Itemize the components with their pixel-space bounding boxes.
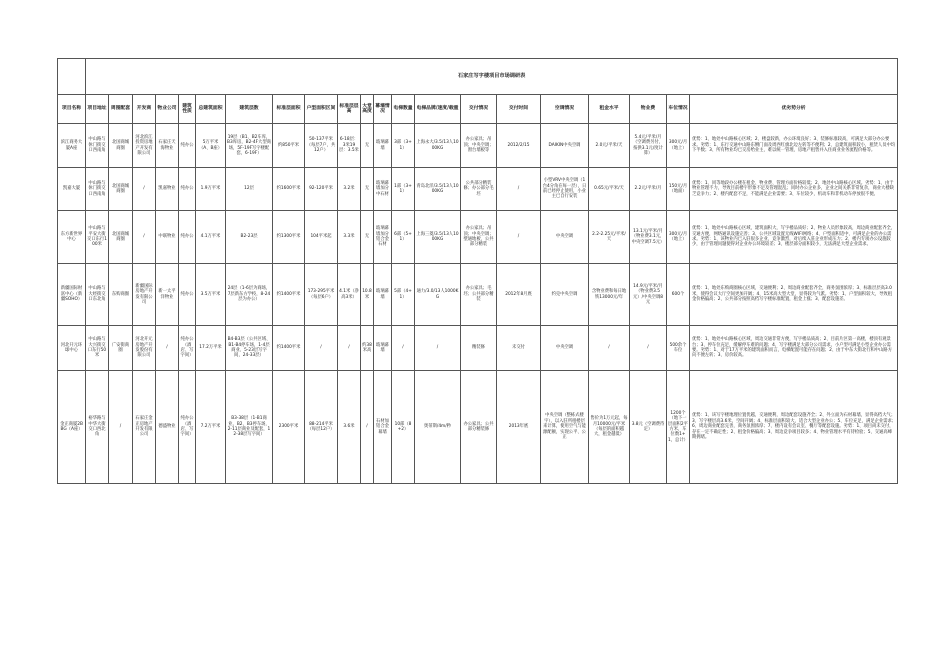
table-cell: 玻璃幕墙 [374, 264, 392, 326]
column-header: 周围配套 [109, 95, 133, 124]
project-name-cell: 凯嘉大厦 [58, 168, 86, 211]
title-row [58, 59, 898, 95]
project-name-cell: 滨江商务大厦A座 [58, 124, 86, 168]
column-header: 幕墙情况 [374, 95, 392, 124]
table-cell: 88-214平米（每层12户） [305, 371, 338, 484]
column-header: 电梯数量 [392, 95, 415, 124]
table-cell: 1部（3+1） [392, 168, 415, 211]
table-cell: 约1300平米 [273, 211, 305, 264]
column-header: 项目地址 [86, 95, 109, 124]
table-cell: 石家庄金正房地产开发有限公司 [133, 371, 156, 484]
table-cell: 精装修 [461, 326, 497, 371]
table-cell: 5部（4+1） [392, 264, 415, 326]
project-name-cell: 东方新世界中心 [58, 211, 86, 264]
sheet-title: 石家庄写字楼项目市场调研表 [86, 59, 898, 95]
table-cell: 无 [361, 124, 374, 168]
column-header: 建筑性质 [179, 95, 196, 124]
column-header: 项目名称 [58, 95, 86, 124]
table-cell: 北国商城商圈 [109, 211, 133, 264]
column-header: 空调情况 [541, 95, 589, 124]
table-cell: / [338, 326, 361, 371]
table-cell: 办公家具；吊顶；中央空调；壁通地板，公共部分精装 [461, 211, 497, 264]
table-cell: 办公家具；吊顶；中央空调；窗台墙板等 [461, 124, 497, 168]
table-row [58, 264, 898, 326]
column-header: 电梯品牌/速度/载重 [415, 95, 461, 124]
column-header: 户型面积区间 [305, 95, 338, 124]
column-header: 租金水平 [589, 95, 630, 124]
table-cell: 92-120平米 [305, 168, 338, 211]
table-cell: / [361, 371, 374, 484]
table-cell: 裕华路与中华大街交口西北角 [86, 371, 109, 484]
table-cell: / [497, 211, 541, 264]
table-cell: 约1400平米 [273, 264, 305, 326]
table-cell: 未交付 [497, 326, 541, 371]
table-cell: 50-137平米（每层7户，共12户） [305, 124, 338, 168]
table-cell: 北国商城商圈 [109, 168, 133, 211]
analysis-cell: 优势：1、同等地段办公楼在租金、物业费、管理方面价格较低；2、地处中山路核心区域。劣势：1、由于物业管理不力，导致目前楼宇形象不足及管理混乱；同时办公企业多，企业之间关系非常复杂，商业大楼缺乏竞争力；2、楼内配套不足，不能满足企业需要；3、车位较少，机动车和非机动车停放很不便。 [690, 168, 898, 211]
table-cell: 玻璃幕墙加分铝合金石材 [374, 211, 392, 264]
table-cell: 约1600平米 [273, 168, 305, 211]
table-cell: 新一太平洋物业 [156, 264, 179, 326]
table-cell: 13.1元/平米/月（物业费3.1元，中央空调7.5元） [630, 211, 667, 264]
table-cell: B3-38层（1-B1商业，B2、B3停车场，2-11层商业及配套，12-38层写字间） [226, 371, 273, 484]
table-cell: 办公家具；毛坯；公共部分精装 [461, 264, 497, 326]
table-cell: / [156, 326, 179, 371]
table-cell: 5.4元/平米/月（空调费另付，按供3.1元/度计算） [630, 124, 667, 168]
table-cell: 24层（1-6层为商场，7层新东方学校，8-24层为办公） [226, 264, 273, 326]
table-cell: 中山路与休门街交口西南角 [86, 124, 109, 168]
table-cell: 纯办公（酒店、写字间） [179, 326, 196, 371]
table-cell: 德盛物业 [156, 371, 179, 484]
table-cell: 600个 [667, 264, 690, 326]
analysis-cell: 优势：1、地处中山路核心区域；2、楼盘较新，办公环境良好；3、装修标准较高，可满足大部分办公要求。劣势：1、东行交通中山路东侧门面及周西红旗北边左转等不便利；2、总建筑面积较小，租赁人员中均下半数；3、所有物业均已交房给业主，难以统一管理，房地产租售并入住商业业务流程价格等。 [690, 124, 898, 168]
table-cell: / [133, 211, 156, 264]
market-survey-table [57, 58, 898, 484]
header-row [58, 95, 898, 124]
column-header: 物业费 [630, 95, 667, 124]
table-cell: / [305, 326, 338, 371]
column-header: 开发商 [133, 95, 156, 124]
table-cell: / [415, 326, 461, 371]
table-cell: 500余个车位 [667, 326, 690, 371]
table-cell: 12层 [226, 168, 273, 211]
table-row [58, 124, 898, 168]
table-cell: 石材加铝合金幕墙 [374, 371, 392, 484]
table-cell: 1.9万平米 [196, 168, 226, 211]
table-cell: 青岛北洋/3.5/13人1000KG [415, 168, 461, 211]
table-cell: 玻璃幕墙 [374, 326, 392, 371]
table-cell: 小型VRV中央空调（1台4分角在每一层），日前已经停止使用，小业主已自行安装 [541, 168, 589, 211]
table-cell: 0.65元/平米/天 [589, 168, 630, 211]
table-cell: 纯办公（酒店、写字间） [179, 371, 196, 484]
table-cell: 北国商城商圈 [109, 124, 133, 168]
table-cell: 上海永大/3.5/13人1000KG [415, 124, 461, 168]
table-cell: 新疆国际房地产开发有限公司 [133, 264, 156, 326]
table-row [58, 326, 898, 371]
table-cell: 玻璃幕墙加分中石材 [374, 168, 392, 211]
column-header: 总建筑面积 [196, 95, 226, 124]
table-cell: / [109, 371, 133, 484]
table-cell: 10部（8+2） [392, 371, 415, 484]
table-cell: 通力/3.0/13人1000KG [415, 264, 461, 326]
table-cell: / [589, 326, 630, 371]
table-cell: 约克中央空调 [541, 264, 589, 326]
table-cell: 河北开元房地产开发股份有限公司 [133, 326, 156, 371]
table-cell: 中央空调 [541, 326, 589, 371]
table-cell: 广安街商圈 [109, 326, 133, 371]
table-cell: 纯办公 [179, 168, 196, 211]
column-header: 优劣势分析 [690, 95, 898, 124]
column-header: 交付情况 [461, 95, 497, 124]
analysis-cell: 优势：1、地处中山路核心区域，建筑面积大，写字楼品质好；2、物业人员形象较高，周边商业配套齐全，交通方便，网络通讯设施完善；3、公共区域设置无线WIFI网络；4、户型面积适中，可满足企业的办公需求。劣势：1、该物业内已入驻很多企业，竞争激烈，对后续入驻企业形成压力；2、楼内专项办公设施较少，由于管理问题使得对企业办公环境较差；3、楼层部分面积较小，无法满足大型企业需求。 [690, 211, 898, 264]
table-cell: 纯办公 [179, 264, 196, 326]
table-cell: 3.6米 [338, 371, 361, 484]
table-cell: 10.8米 [361, 264, 374, 326]
analysis-cell: 优势：1、该写字楼地理位置优越，交通便利，周边配套设施齐全；2、外立面为石材幕墙，显得高档大气；3、写字楼层高3.6米，空间开阔；4、标准层面积较大，适合大型企业办公；5、车位充足，满足企业需求；6、周边商业配套完善，商务氛围浓厚；7、楼内设有会议室、餐厅等配套设施。劣势：1、项目尚未交付，存在一定不确定性；2、租金价格偏高；3、周边竞争项目较多；4、物业管理水平有待检验；5、交通高峰期拥堵。 [690, 371, 898, 484]
table-cell: / [497, 168, 541, 211]
table-cell: 上海三菱/3.5/13人1000KG [415, 211, 461, 264]
table-cell: 约38米高 [361, 326, 374, 371]
table-cell: 300元/月（地上） [667, 211, 690, 264]
blank-corner [58, 59, 86, 95]
table-cell: 3.8元（空调费待定） [630, 371, 667, 484]
table-cell: 3.2米 [338, 168, 361, 211]
table-cell: 2.0元/平米/天 [589, 124, 630, 168]
table-cell: 含物业费和每日地铁13000元/年 [589, 264, 630, 326]
table-cell: 4.1万平米 [196, 211, 226, 264]
table-cell: 中山路与休门街交口西南角 [86, 168, 109, 211]
table-cell: 中山路与大经街交口东北角 [86, 264, 109, 326]
table-cell: 14.9元/平米/月（物业费3.5元）/中央空调8元 [630, 264, 667, 326]
table-cell: 纯办公 [179, 124, 196, 168]
table-cell: 2.2-2.25元/平米/天 [589, 211, 630, 264]
table-cell: 公共部分精装修；办公部分毛坯 [461, 168, 497, 211]
table-cell: 中央空调（整栋式楼宇），以入驻所租楼层来计算，使用空气与能源配额，实现公平、公正 [541, 371, 589, 484]
table-cell: 150元/月（地面） [667, 168, 690, 211]
project-name-cell: 河北开元环球中心 [58, 326, 86, 371]
table-cell: 19层（B1、B2车库，B3库房，B2-4F大型商场，5F-19F写字楼配套，6-19F） [226, 124, 273, 168]
table-cell: 中联物业 [156, 211, 179, 264]
table-cell: 中央空调 [541, 211, 589, 264]
table-cell: / [630, 326, 667, 371]
table-cell: 东购商圈 [109, 264, 133, 326]
table-cell: 6-18层：3米19层：3.5米 [338, 124, 361, 168]
table-cell: 中山路与平安大街交口东行100米 [86, 211, 109, 264]
table-cell: 1200个（地下一层面积2平方米，车位数1+1，总计） [667, 371, 690, 484]
table-cell: 约850平米 [273, 124, 305, 168]
table-cell: 2.2元/平米/月 [630, 168, 667, 211]
table-row [58, 211, 898, 264]
table-cell: 售价为1万元起，每月10000元/平米（每层的面积越大，租金越低） [589, 371, 630, 484]
project-name-cell: 新疆国际财富中心（新疆SOHO） [58, 264, 86, 326]
table-cell: 2300平米 [273, 371, 305, 484]
table-cell: 凯嘉物业 [156, 168, 179, 211]
column-header: 交付时间 [497, 95, 541, 124]
table-cell: 5万平米（A、B座） [196, 124, 226, 168]
table-cell: / [133, 168, 156, 211]
table-cell: 6部（5+1） [392, 211, 415, 264]
table-cell: 2012年8月底 [497, 264, 541, 326]
table-cell: 2013年底 [497, 371, 541, 484]
table-cell: 3.5万平米 [196, 264, 226, 326]
table-cell: DAIKIN中央空调 [541, 124, 589, 168]
table-cell: 奥蒂斯/4m/秒 [415, 371, 461, 484]
column-header: 建筑层数 [226, 95, 273, 124]
table-cell: 3部（3+1） [392, 124, 415, 168]
spreadsheet [57, 58, 897, 484]
table-cell: 石家庄天海物业 [156, 124, 179, 168]
project-name-cell: 金正商厦2BBG（A座） [58, 371, 86, 484]
table-cell: 办公家具；公共部分精装修 [461, 371, 497, 484]
table-row [58, 168, 898, 211]
column-header: 标准层层高 [338, 95, 361, 124]
table-cell: 4.1米（净高3米） [338, 264, 361, 326]
table-cell: B2-23层 [226, 211, 273, 264]
analysis-cell: 优势：1、地处中山路核心区域，周边交通非常方便，写字楼品质高；2、目前片区第一高楼，楼顶有观景台；3、停车位充足，缓解停车难的问题；4、写字楼满足大部分公司需求，小户型可满足小型企业办公需要。劣势：1、对于17万平米的建筑面积而言，电梯配置可能存在问题；2、由于中东大街北行和中山路方向不便左转；3、房价较高。 [690, 326, 898, 371]
table-cell: 2012/2/15 [497, 124, 541, 168]
table-cell: 中山路与大兴街交口东行50米 [86, 326, 109, 371]
table-cell: 无 [361, 211, 374, 264]
table-cell: 约1400平米 [273, 326, 305, 371]
table-cell: 173-295平米（每层6户） [305, 264, 338, 326]
table-cell: 17.2万平米 [196, 326, 226, 371]
table-cell: 纯办公 [179, 211, 196, 264]
table-cell: 无 [361, 168, 374, 211]
table-cell: 河北滨江投资房地产开发有限公司 [133, 124, 156, 168]
table-cell: 3.3米 [338, 211, 361, 264]
column-header: 物业公司 [156, 95, 179, 124]
table-cell: 104平米起 [305, 211, 338, 264]
table-cell: 7.2万平米 [196, 371, 226, 484]
table-cell: B4-B3层（公共区域、B1-B4停车场，1-4层商业、5-23层写字间，24-33层） [226, 326, 273, 371]
column-header: 大堂高度 [361, 95, 374, 124]
analysis-cell: 优势：1、地处东购商圈核心区域，交通便利；2、周边商业配套齐全，商务氛围浓厚；3、标准层层高3.0米，使得会议大厅空间更加开阔；4、15米高大型大堂，显得较为气派。劣势：1、户型面积较大，导致租金价格偏高；2、公共部分按照高档写字楼标准配置，租金上涨；3、配套设施差。 [690, 264, 898, 326]
table-cell: 玻璃幕墙 [374, 124, 392, 168]
column-header: 标准层面积 [273, 95, 305, 124]
table-cell: / [392, 326, 415, 371]
table-row [58, 371, 898, 484]
column-header: 车位情况 [667, 95, 690, 124]
table-cell: 300元/月（地上） [667, 124, 690, 168]
